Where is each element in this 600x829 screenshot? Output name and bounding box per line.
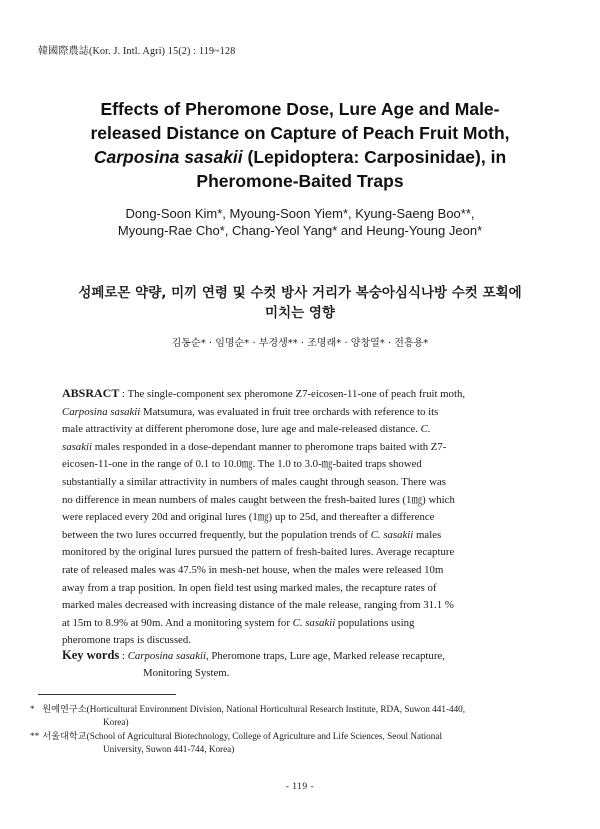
footnote-2-line-2: University, Suwon 441-744, Korea) [103, 744, 235, 754]
abstract-text-2: Matsumura, was evaluated in fruit tree orchards with reference to its [140, 405, 439, 418]
abstract-label: ABSRACT [62, 386, 120, 400]
title-species: Carposina sasakii [93, 147, 243, 167]
abstract-species-14: C. sasakii [292, 616, 336, 629]
abstract-text-14: at 15m to 8.9% at 90m. And a monitoring system for [62, 616, 290, 629]
page-number: - 119 - [285, 782, 315, 792]
abstract-line-7: no difference in mean numbers of males caught between the fresh-baited lures (1㎎) which [62, 493, 455, 506]
abstract-sep: : [119, 388, 128, 400]
footnote-1-mark: * [30, 704, 35, 714]
abstract-line-10: monitored by the original lures pursued the pattern of fresh-baited lures. Average recapture [62, 546, 455, 559]
authors-line-1: Dong-Soon Kim*, Myoung-Soon Yiem*, Kyung-Saeng Boo**, [125, 206, 475, 221]
footnote-2-mark: ** [30, 731, 40, 741]
abstract [62, 385, 528, 650]
keywords-line-1 [62, 647, 445, 665]
abstract-species: Carposina sasakii [62, 405, 141, 418]
keywords-species: Carposina sasakii [127, 650, 206, 662]
footnote-2-text: 서울대학교(School of Agricultural Biotechnology, College of Agriculture and Life Sciences, Seoul National [42, 731, 443, 741]
korean-title-line-1: 성페로몬 약량, 미끼 연령 및 수컷 방사 거리가 복숭아심식나방 수컷 포획에 [78, 285, 522, 301]
korean-title [20, 283, 580, 323]
abstract-line-14 [62, 615, 528, 633]
footnote-2 [30, 730, 550, 756]
abstract-text-9-end: males [413, 528, 442, 541]
korean-authors: 김동순* · 임명순* · 부경생** · 조명래* · 양창열* · 전흥용* [171, 338, 429, 349]
abstract-line-8: were replaced every 20d and original lures (1㎎) up to 25d, and thereafter a difference [62, 511, 435, 524]
abstract-text-14-end: populations using [335, 616, 415, 629]
footnote-1-text: 원예연구소(Horticultural Environment Division, National Horticultural Research Institute, RDA, Suwon 441-440, [42, 704, 466, 714]
abstract-line-4 [62, 439, 528, 457]
title-line-2: released Distance on Capture of Peach Fruit Moth, [90, 123, 510, 143]
footnote-divider [38, 694, 176, 695]
abstract-text-3: male attractivity at different pheromone dose, lure age and male-released distance. [62, 423, 418, 436]
abstract-line-15: pheromone traps is discussed. [62, 634, 191, 647]
footnote-1-line-2: Korea) [103, 717, 129, 727]
keywords-sep: : [119, 650, 128, 662]
footnote-2-line-1 [30, 730, 550, 743]
abstract-line-6: substantially a similar attractivity in numbers of males caught through season. There was [62, 475, 446, 488]
author-list [20, 205, 580, 239]
korean-title-line-2: 미치는 영향 [265, 305, 335, 321]
abstract-species-sasakii: sasakii [62, 440, 92, 453]
footnote-1-line-1 [30, 703, 550, 716]
keywords [62, 647, 445, 682]
abstract-line-13: marked males decreased with increasing distance of the male release, ranging from 31.1 % [62, 599, 454, 612]
abstract-line-3 [62, 421, 528, 439]
paper-title [20, 97, 580, 193]
abstract-species-9: C. sasakii [370, 528, 414, 541]
abstract-line-9 [62, 527, 528, 545]
title-line-4: Pheromone-Baited Traps [196, 171, 404, 191]
abstract-line-5: eicosen-11-one in the range of 0.1 to 10.0㎎. The 1.0 to 3.0-㎎-baited traps showed [62, 458, 422, 471]
abstract-species-c: C. [420, 423, 431, 436]
footnote-1 [30, 703, 550, 729]
title-line-3-rest: (Lepidoptera: Carposinidae), in [242, 147, 507, 167]
abstract-line-11: rate of released males was 47.5% in mesh-net house, when the males were released 10m [62, 563, 444, 576]
abstract-line-1 [62, 385, 528, 404]
abstract-text-4: males responded in a dose-dependant manner to pheromone traps baited with Z7- [92, 440, 447, 453]
authors-line-2: Myoung-Rae Cho*, Chang-Yeol Yang* and Heung-Young Jeon* [117, 223, 483, 238]
keywords-label: Key words [62, 648, 120, 662]
journal-reference: 韓國際農誌(Kor. J. Intl. Agri) 15(2) : 119~128 [38, 46, 236, 57]
title-line-1: Effects of Pheromone Dose, Lure Age and Male- [100, 99, 500, 119]
abstract-line-12: away from a trap position. In open field test using marked males, the recapture rates of [62, 581, 437, 594]
title-line-3 [20, 145, 580, 169]
abstract-line-2 [62, 404, 528, 422]
keywords-line-2: Monitoring System. [143, 667, 230, 679]
abstract-text-9: between the two lures occurred frequently, but the population trends of [62, 528, 369, 541]
keywords-rest: , Pheromone traps, Lure age, Marked release recapture, [206, 650, 445, 662]
abstract-text-1: The single-component sex pheromone Z7-eicosen-11-one of peach fruit moth, [127, 388, 466, 400]
